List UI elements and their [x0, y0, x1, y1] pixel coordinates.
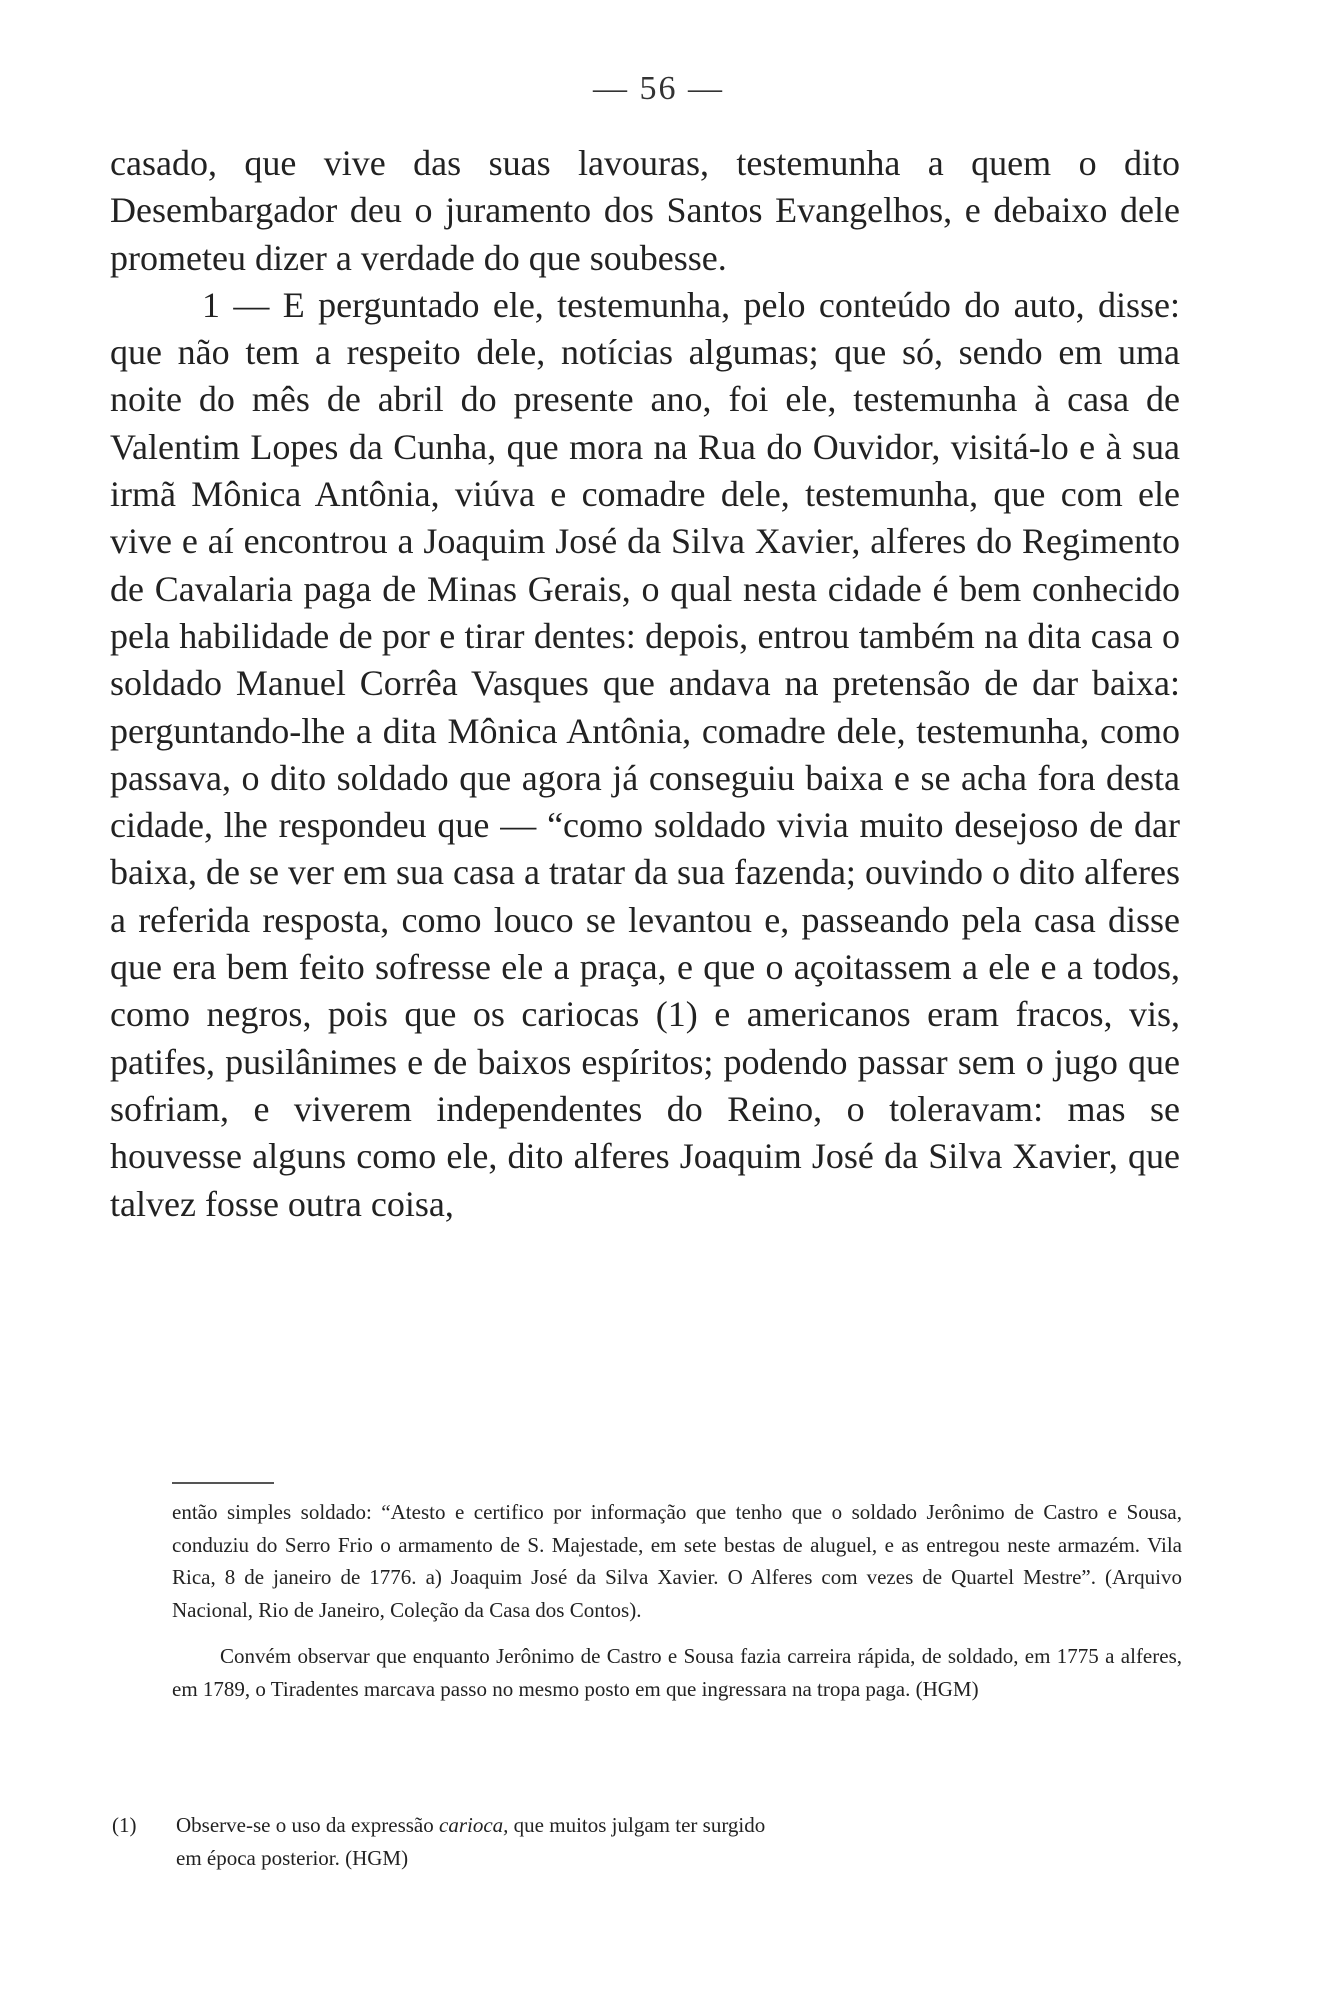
footnote-1-italic-term: carioca, — [439, 1813, 509, 1837]
footnote-1-mark: (1) — [112, 1813, 137, 1837]
paragraph-continued: casado, que vive das suas lavouras, testemunha a quem o dito Desembargador deu o juramento dos Santos Evangelhos, e debaixo dele prometeu dizer a verdade do que soubesse. — [110, 143, 1180, 278]
footnote-note: Convém observar que enquanto Jerônimo de Castro e Sousa fazia carreira rápida, de soldado, em 1775 a alferes, em 1789, o Tiradentes marcava passo no mesmo posto em que ingressara na tropa paga. (HGM) — [172, 1644, 1182, 1701]
footnote-1-text-end: que muitos julgam ter surgido — [508, 1813, 766, 1837]
paragraph-question-1: 1 — E perguntado ele, testemunha, pelo conteúdo do auto, disse: que não tem a respeito dele, notícias algumas; que só, sendo em uma noite do mês de abril do presente ano, foi ele, testemunha à casa de Valentim Lopes da Cunha, que mora na Rua do Ouvidor, visitá-lo e à sua irmã Mônica Antônia, viúva e comadre dele, testemunha, que com ele vive e aí encontrou a Joaquim José da Silva Xavier, alferes do Regimento de Cavalaria paga de Minas Gerais, o qual nesta cidade é bem conhecido pela habilidade de por e tirar dentes: depois, entrou também na dita casa o soldado Manuel Corrêa Vasques que andava na pretensão de dar baixa: perguntando-lhe a dita Mônica Antônia, comadre dele, testemunha, como passava, o dito soldado que agora já conseguiu baixa e se acha fora desta cidade, lhe respondeu que — “como soldado vivia muito desejoso de dar baixa, de se ver em sua casa a tratar da sua fazenda; ouvindo o dito alferes a referida resposta, como louco se levantou e, passeando pela casa disse que era bem feito sofresse ele a praça, e que o açoitassem a ele e a todos, como negros, pois que os cariocas (1) e americanos eram fracos, vis, patifes, pusilânimes e de baixos espíritos; podendo passar sem o jugo que sofriam, e viverem independentes do Reino, o toleravam: mas se houvesse alguns como ele, dito alferes Joaquim José da Silva Xavier, que talvez fosse outra coisa, — [110, 284, 1180, 1224]
main-text — [110, 140, 1180, 1228]
page-number: — 56 — — [593, 70, 724, 107]
footnote-1 — [112, 1809, 1184, 1874]
footnotes-block — [172, 1496, 1182, 1705]
footnote-1-text-start: Observe-se o uso da expressão — [176, 1813, 440, 1837]
footnote-continued: então simples soldado: “Atesto e certifico por informação que tenho que o soldado Jerônimo de Castro e Sousa, conduziu do Serro Frio o armamento de S. Majestade, em sete bestas de aluguel, e as entregou neste armazém. Vila Rica, 8 de janeiro de 1776. a) Joaquim José da Silva Xavier. O Alferes com vezes de Quartel Mestre”. (Arquivo Nacional, Rio de Janeiro, Coleção da Casa dos Contos). — [172, 1500, 1182, 1622]
footnote-divider — [172, 1482, 274, 1484]
footnote-1-line2: em época posterior. (HGM) — [176, 1845, 409, 1870]
